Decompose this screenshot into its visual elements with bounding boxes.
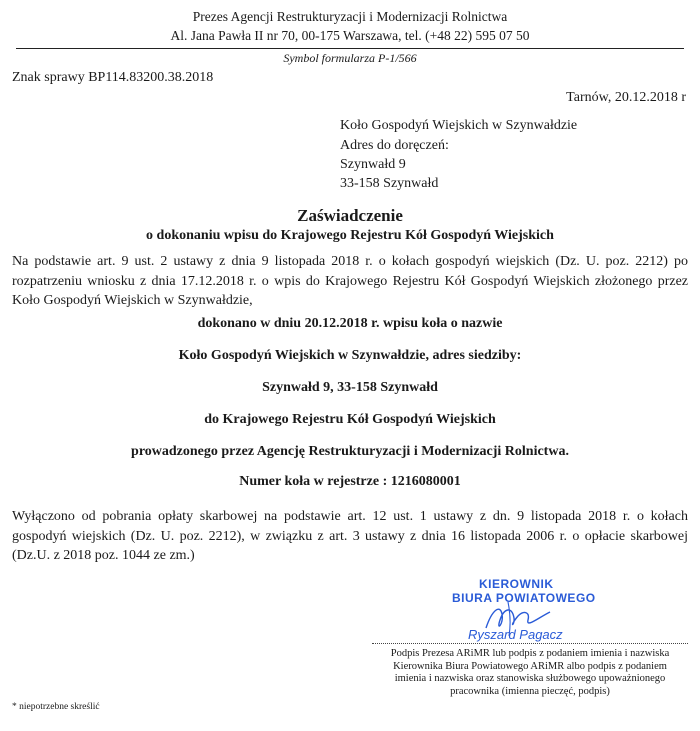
signature-caption-line: pracownika (imienna pieczęć, podpis) (450, 685, 610, 697)
authority-name: Prezes Agencji Restrukturyzacji i Modernizacji Rolnictwa (192, 9, 508, 24)
register-number: Numer koła w rejestrze : 1216080001 (239, 474, 461, 489)
case-number: Znak sprawy BP114.83200.38.2018 (12, 70, 214, 85)
statement-name-address: Koło Gospodyń Wiejskich w Szynwałdzie, adres siedziby: (178, 348, 522, 363)
recipient-postal: 33-158 Szynwałd (340, 176, 439, 191)
fee-line: gospodyń wiejskich (Dz. U. poz. 2212), w związku z art. 3 ustawy z dnia 16 listopada 2006 r. o opłacie skarbowej (12, 528, 688, 544)
fee-line: Wyłączono od pobrania opłaty skarbowej na podstawie art. 12 ust. 1 ustawy z dn. 9 listopada 2018 r. o kołach (12, 509, 688, 524)
stamp-title: KIEROWNIK (479, 577, 554, 591)
signature-caption-line: imienia i nazwiska oraz stanowiska służbowego upoważnionego (394, 673, 666, 684)
document-title: Zaświadczenie (297, 206, 403, 225)
footnote: * niepotrzebne skreślić (12, 702, 100, 712)
statement-agency: prowadzonego przez Agencję Restrukturyzacji i Modernizacji Rolnictwa. (131, 444, 569, 459)
authority-address: Al. Jana Pawła II nr 70, 00-175 Warszawa, tel. (+48 22) 595 07 50 (170, 28, 530, 43)
place-date: Tarnów, 20.12.2018 r (566, 90, 686, 105)
form-symbol: Symbol formularza P-1/566 (283, 51, 417, 65)
recipient-name: Koło Gospodyń Wiejskich w Szynwałdzie (340, 118, 578, 133)
intro-line: Koło Gospodyń Wiejskich w Szynwałdzie, (12, 293, 253, 308)
signature-caption-line: Podpis Prezesa ARiMR lub podpis z podaniem imienia i nazwiska (390, 648, 670, 659)
statement-seat-address: Szynwałd 9, 33-158 Szynwałd (262, 380, 438, 395)
statement-register: do Krajowego Rejestru Kół Gospodyń Wiejskich (204, 412, 496, 427)
statement-entry-date: dokonano w dniu 20.12.2018 r. wpisu koła o nazwie (197, 316, 503, 331)
intro-line: rozpatrzeniu wniosku z dnia 17.12.2018 r. o wpis do Krajowego Rejestru Kół Gospodyń Wiejskich złożonego przez (12, 273, 688, 289)
signature-caption (372, 648, 688, 698)
signature-caption-line: Kierownika Biura Powiatowego ARiMR albo podpis z podaniem (393, 660, 667, 672)
header-divider (16, 48, 684, 49)
intro-line: Na podstawie art. 9 ust. 2 ustawy z dnia 9 listopada 2018 r. o kołach gospodyń wiejskich (Dz. U. poz. 2212) po (12, 254, 688, 269)
signer-name: Ryszard Pagacz (468, 627, 563, 642)
recipient-street: Szynwałd 9 (340, 157, 406, 172)
fee-paragraph (12, 507, 688, 566)
fee-line: (Dz.U. z 2018 poz. 1044 ze zm.) (12, 548, 195, 563)
recipient-address-label: Adres do doręczeń: (340, 138, 449, 153)
document-subtitle: o dokonaniu wpisu do Krajowego Rejestru Kół Gospodyń Wiejskich (146, 228, 554, 243)
signature-line (372, 643, 688, 644)
intro-paragraph (12, 252, 688, 311)
stamp-office: BIURA POWIATOWEGO (452, 591, 596, 605)
